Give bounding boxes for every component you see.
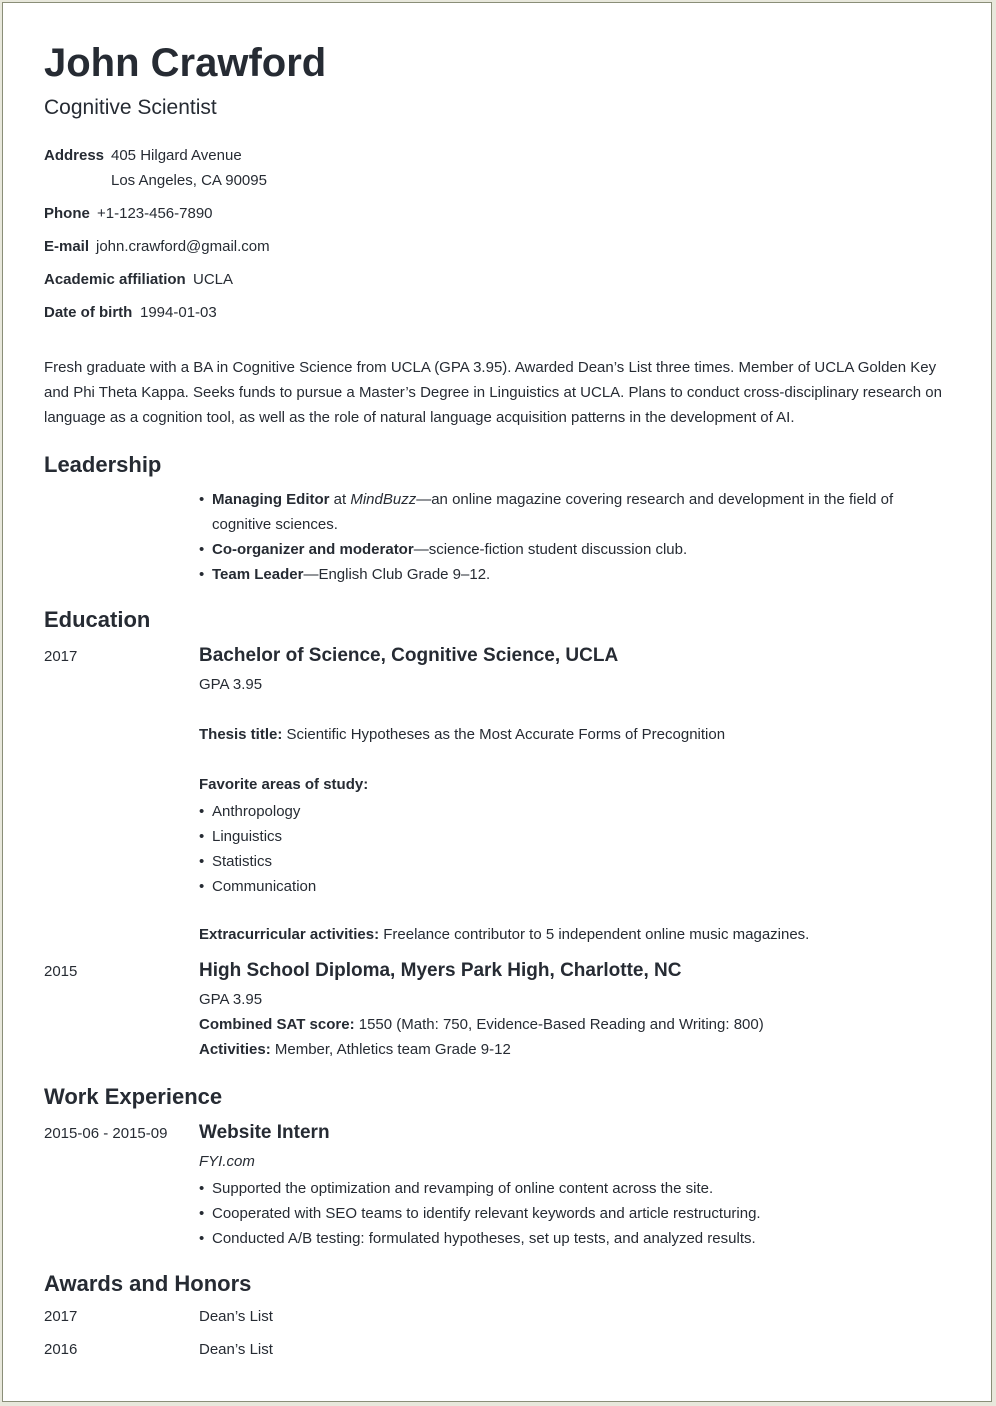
area-item: • Statistics: [199, 849, 939, 874]
address-line2: Los Angeles, CA 90095: [111, 172, 267, 189]
education-gpa: GPA 3.95: [199, 991, 263, 1008]
award-name: Dean’s List: [199, 1341, 273, 1358]
work-company: FYI.com: [199, 1153, 255, 1170]
candidate-name: John Crawford: [44, 41, 327, 85]
work-bullets: [199, 1176, 939, 1251]
address-line1: 405 Hilgard Avenue: [111, 147, 242, 164]
resume-page: [2, 2, 992, 1402]
email-value: john.crawford@gmail.com: [96, 238, 270, 255]
area-item: • Anthropology: [199, 799, 939, 824]
leadership-list: [199, 487, 939, 587]
education-title: High School Diploma, Myers Park High, Charlotte, NC: [199, 960, 682, 981]
areas-list: [199, 799, 939, 899]
award-year: 2016: [44, 1341, 78, 1358]
area-item: • Linguistics: [199, 824, 939, 849]
address-label: Address: [44, 147, 105, 164]
education-heading: Education: [44, 607, 151, 632]
dob-value: 1994-01-03: [140, 304, 217, 321]
phone-label: Phone: [44, 205, 90, 222]
work-bullet: • Cooperated with SEO teams to identify relevant keywords and article restructuring.: [199, 1201, 939, 1226]
education-title: Bachelor of Science, Cognitive Science, UCLA: [199, 645, 619, 666]
education-year: 2015: [44, 963, 78, 980]
leadership-item: • Managing Editor at MindBuzz—an online magazine covering research and development in the field of cognitive sciences.: [199, 487, 939, 537]
work-bullet: • Supported the optimization and revamping of online content across the site.: [199, 1176, 939, 1201]
activities-line: Activities: Member, Athletics team Grade 9-12: [199, 1041, 511, 1058]
education-year: 2017: [44, 648, 78, 665]
work-bullet: • Conducted A/B testing: formulated hypotheses, set up tests, and analyzed results.: [199, 1226, 939, 1251]
area-item: • Communication: [199, 874, 939, 899]
affiliation-value: UCLA: [193, 271, 234, 288]
sat-line: Combined SAT score: 1550 (Math: 750, Evidence-Based Reading and Writing: 800): [199, 1016, 764, 1033]
phone-value: +1-123-456-7890: [97, 205, 213, 222]
thesis-line: Thesis title: Scientific Hypotheses as the Most Accurate Forms of Precognition: [199, 726, 726, 743]
affiliation-label: Academic affiliation: [44, 271, 186, 288]
work-dates: 2015-06 - 2015-09: [44, 1125, 168, 1142]
candidate-title: Cognitive Scientist: [44, 96, 217, 119]
summary-paragraph: Fresh graduate with a BA in Cognitive Science from UCLA (GPA 3.95). Awarded Dean’s List three times. Member of UCLA Golden Key and Phi Theta Kappa. Seeks funds to pursue a Master’s Degree in Linguistics at UCLA. Plans to conduct cross-disciplinary research on language as a cognition tool, as well as the role of natural language acquisition patterns in the development of AI.: [44, 359, 942, 426]
leadership-heading: Leadership: [44, 452, 162, 477]
extracurricular-line: Extracurricular activities: Freelance contributor to 5 independent online music magazines.: [199, 926, 810, 943]
award-name: Dean’s List: [199, 1308, 273, 1325]
leadership-item: • Co-organizer and moderator—science-fiction student discussion club.: [199, 537, 939, 562]
email-label: E-mail: [44, 238, 90, 255]
education-gpa: GPA 3.95: [199, 676, 263, 693]
dob-label: Date of birth: [44, 304, 133, 321]
work-heading: Work Experience: [44, 1084, 223, 1109]
leadership-item: • Team Leader—English Club Grade 9–12.: [199, 562, 939, 587]
areas-label: Favorite areas of study:: [199, 776, 369, 793]
award-year: 2017: [44, 1308, 78, 1325]
awards-heading: Awards and Honors: [44, 1271, 252, 1296]
work-title: Website Intern: [199, 1122, 330, 1143]
